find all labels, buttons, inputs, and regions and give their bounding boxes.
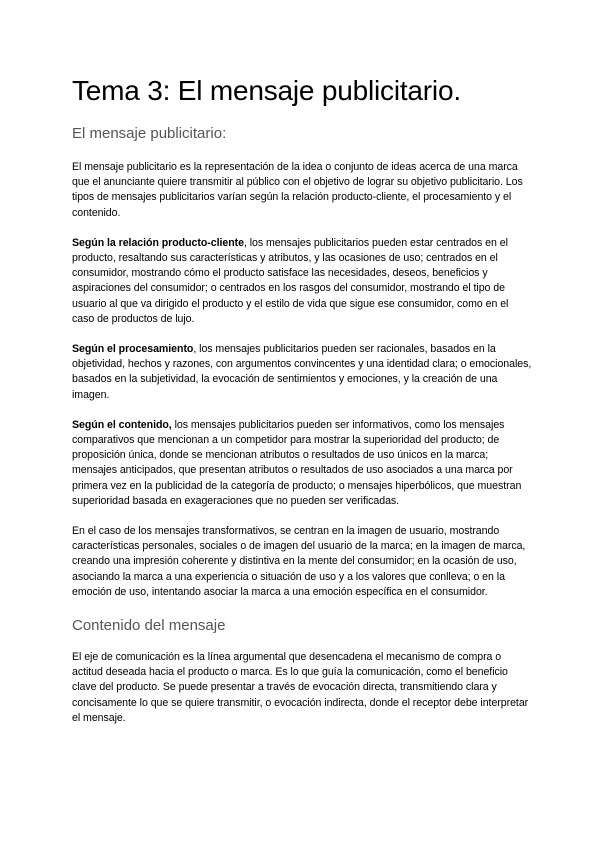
paragraph-transformativos: En el caso de los mensajes transformativos, se centran en la imagen de usuario, mostrando características personales, sociales o de imagen del usuario de la marca; en la imagen de marca, creando una impresión coherente y distintiva en la mente del consumidor; en la ocasión de uso, asociando la marca a una experiencia o situación de uso y a los valores que conlleva; o en la emoción de uso, intentando asociar la marca a una emoción específica en el consumidor.	[72, 525, 526, 598]
section-heading-contenido: Contenido del mensaje	[72, 617, 226, 635]
paragraph-intro: El mensaje publicitario es la representación de la idea o conjunto de ideas acerca de una marca que el anunciante quiere transmitir al público con el objetivo de lograr su objetivo publicitario. Los tipos de mensajes publicitarios varían según la relación producto-cliente, el procesamiento y el contenido.	[72, 161, 523, 219]
paragraph-eje-comunicacion: El eje de comunicación es la línea argumental que desencadena el mecanismo de compra o actitud deseada hacia el producto o marca. Es lo que guía la comunicación, como el beneficio clave del producto. Se puede presentar a través de evocación directa, transmitiendo clara y concisamente lo que se quiere transmitir, o evocación indirecta, donde el receptor debe interpretar el mensaje.	[72, 651, 529, 724]
bold-contenido: Según el contenido,	[72, 418, 172, 431]
document-title: Tema 3: El mensaje publicitario.	[72, 75, 461, 106]
paragraph-contenido	[72, 418, 532, 509]
document-page	[72, 74, 532, 741]
bold-procesamiento: Según el procesamiento	[72, 343, 194, 356]
paragraph-relacion	[72, 236, 532, 327]
text-procesamiento: , los mensajes publicitarios pueden ser racionales, basados en la objetividad, hechos y razones, con argumentos convincentes y una identidad clara; o emocionales, basados en la subjetividad, la evocación de sentimientos y emociones, y la creación de una imagen.	[72, 343, 532, 401]
section-heading-mensaje: El mensaje publicitario:	[72, 125, 227, 142]
bold-relacion: Según la relación producto-cliente	[72, 236, 244, 249]
text-relacion: , los mensajes publicitarios pueden estar centrados en el producto, resaltando sus características y atributos, y las ocasiones de uso; centrados en el consumidor, mostrando cómo el producto satisface las necesidades, deseos, beneficios y aspiraciones del consumidor; o centrados en los rasgos del consumidor, mostrando el tipo de usuario al que va dirigido el producto y el estilo de vida que sigue ese consumidor, como en el caso de productos de lujo.	[72, 236, 509, 325]
text-contenido: los mensajes publicitarios pueden ser informativos, como los mensajes comparativos que mencionan a un competidor para mostrar la superioridad del producto; de proposición única, donde se mencionan atributos o resultados de uso únicos en la marca; mensajes anticipados, que presentan atributos o resultados de uso asociados a una marca por primera vez en la publicidad de la categoría de producto; o mensajes hiperbólicos, que muestran superioridad basada en exageraciones que no pueden ser verificadas.	[72, 418, 522, 507]
paragraph-procesamiento	[72, 342, 532, 403]
